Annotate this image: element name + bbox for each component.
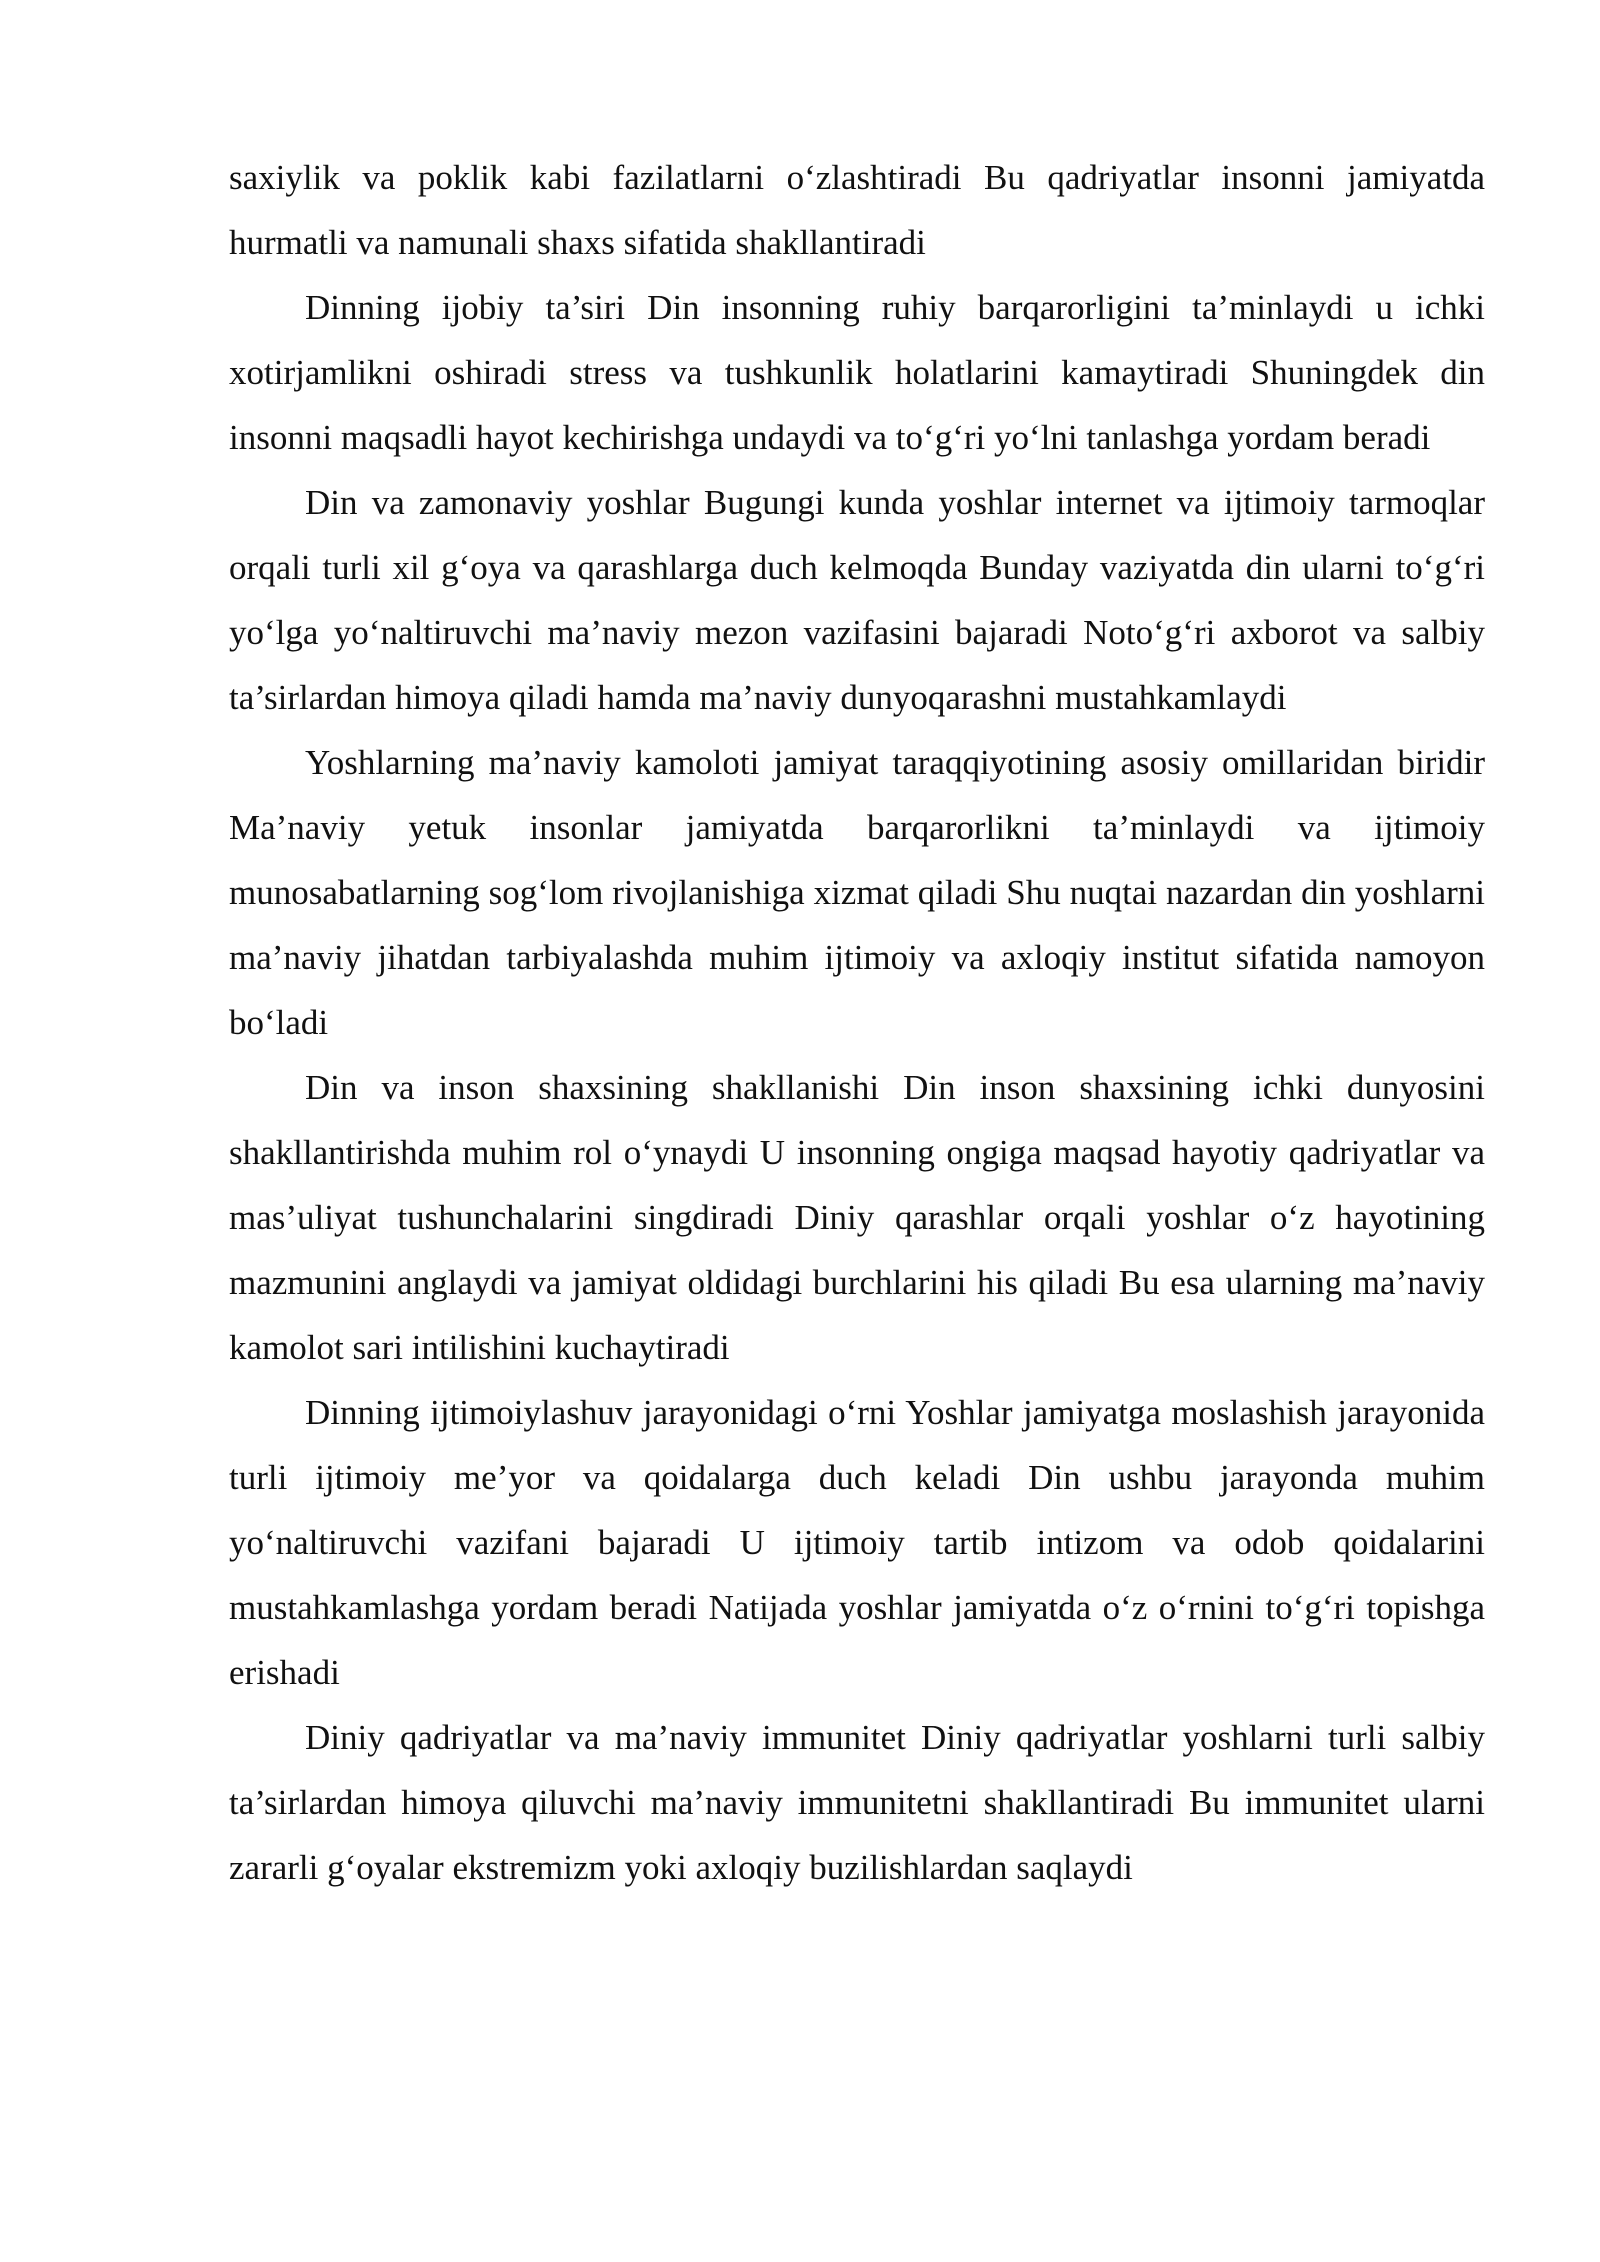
paragraph-religion-modern-youth: Din va zamonaviy yoshlar Bugungi kunda yoshlar internet va ijtimoiy tarmoqlar orqali turli xil g‘oya va qarashlarga duch kelmoqda Bunday vaziyatda din ularni to‘g‘ri yo‘lga yo‘naltiruvchi ma’naviy mezon vazifasini bajaradi Noto‘g‘ri axborot va salbiy ta’sirlardan himoya qiladi hamda ma’naviy dunyoqarashni mustahkamlaydi bbox=[229, 483, 1485, 717]
paragraph-continued: saxiylik va poklik kabi fazilatlarni o‘zlashtiradi Bu qadriyatlar insonni jamiyatda hurmatli va namunali shaxs sifatida shakllantiradi bbox=[229, 158, 1485, 262]
paragraph-personality-formation: Din va inson shaxsining shakllanishi Din inson shaxsining ichki dunyosini shakllantirishda muhim rol o‘ynaydi U insonning ongiga maqsad hayotiy qadriyatlar va mas’uliyat tushunchalarini singdiradi Diniy qarashlar orqali yoshlar o‘z hayotining mazmunini anglaydi va jamiyat oldidagi burchlarini his qiladi Bu esa ularning ma’naviy kamolot sari intilishini kuchaytiradi bbox=[229, 1068, 1485, 1367]
paragraph-youth-spiritual-maturity: Yoshlarning ma’naviy kamoloti jamiyat taraqqiyotining asosiy omillaridan biridir Ma’naviy yetuk insonlar jamiyatda barqarorlikni ta’minlaydi va ijtimoiy munosabatlarning sog‘lom rivojlanishiga xizmat qiladi Shu nuqtai nazardan din yoshlarni ma’naviy jihatdan tarbiyalashda muhim ijtimoiy va axloqiy institut sifatida namoyon bo‘ladi bbox=[229, 743, 1485, 1042]
paragraph-religion-positive-influence: Dinning ijobiy ta’siri Din insonning ruhiy barqarorligini ta’minlaydi u ichki xotirjamlikni oshiradi stress va tushkunlik holatlarini kamaytiradi Shuningdek din insonni maqsadli hayot kechirishga undaydi va to‘g‘ri yo‘lni tanlashga yordam beradi bbox=[229, 288, 1485, 457]
paragraph-spiritual-immunity: Diniy qadriyatlar va ma’naviy immunitet Diniy qadriyatlar yoshlarni turli salbiy ta’sirlardan himoya qiluvchi ma’naviy immunitetni shakllantiradi Bu immunitet ularni zararli g‘oyalar ekstremizm yoki axloqiy buzilishlardan saqlaydi bbox=[229, 1718, 1485, 1887]
body-text bbox=[229, 145, 1485, 1900]
paragraph-socialization-role: Dinning ijtimoiylashuv jarayonidagi o‘rni Yoshlar jamiyatga moslashish jarayonida turli ijtimoiy me’yor va qoidalarga duch keladi Din ushbu jarayonda muhim yo‘naltiruvchi vazifani bajaradi U ijtimoiy tartib intizom va odob qoidalarini mustahkamlashga yordam beradi Natijada yoshlar jamiyatda o‘z o‘rnini to‘g‘ri topishga erishadi bbox=[229, 1393, 1485, 1692]
